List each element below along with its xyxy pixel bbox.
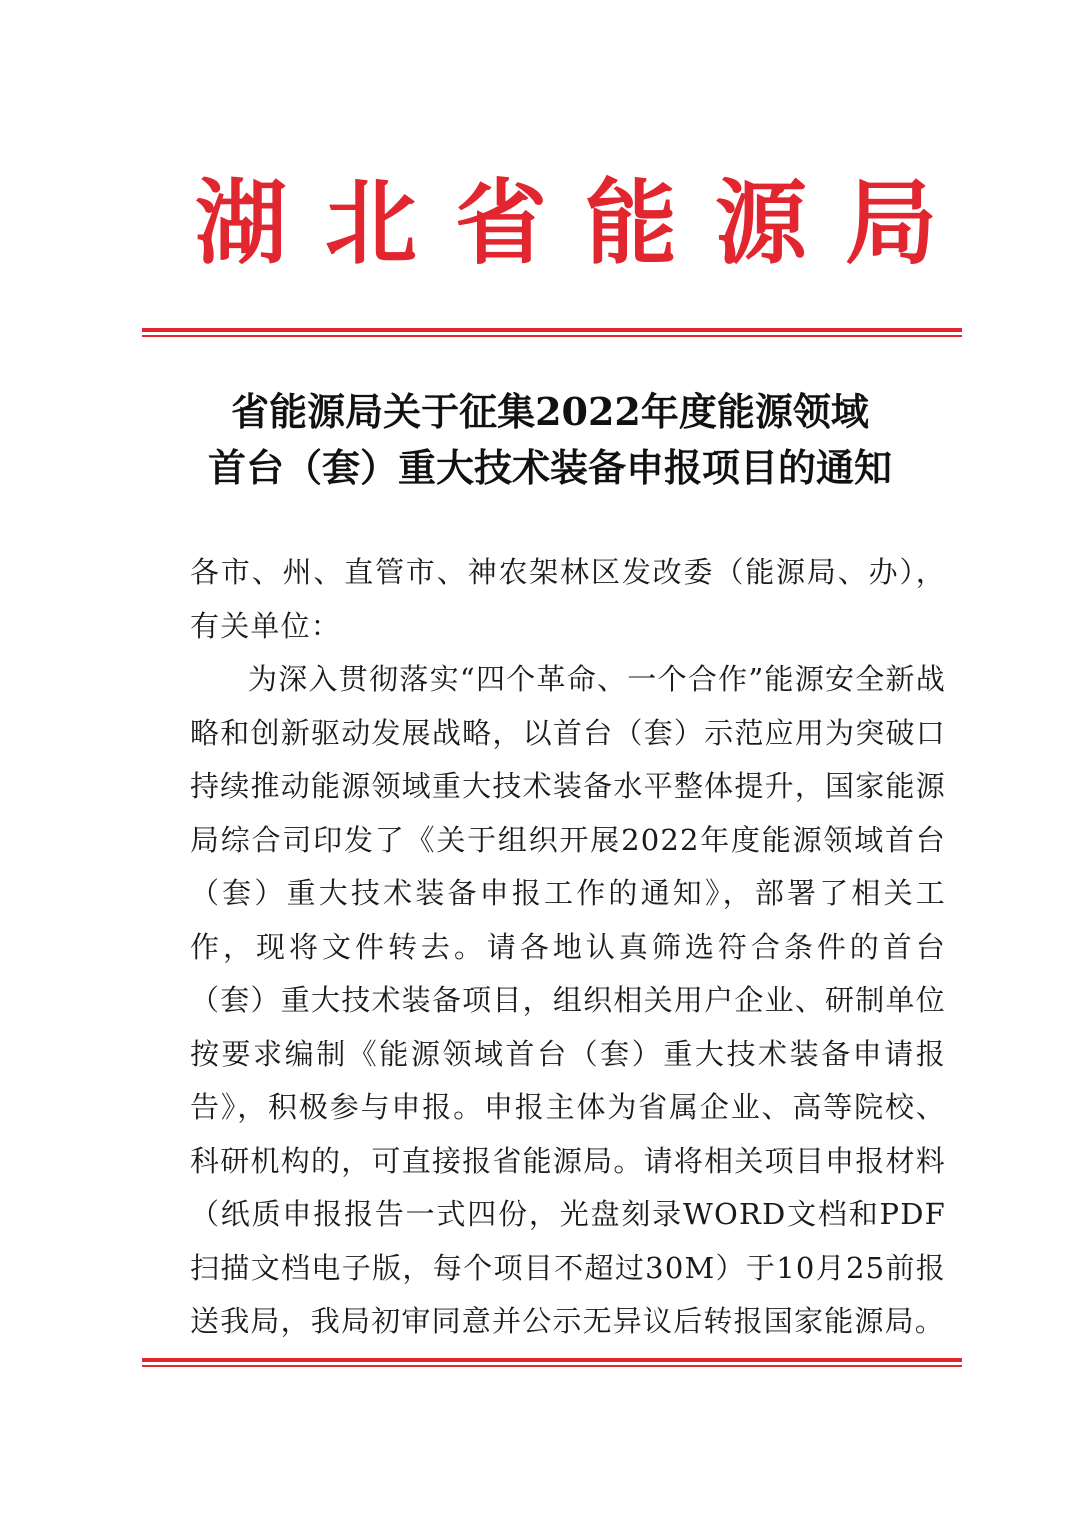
body-paragraph: 为深入贯彻落实“四个革命、一个合作”能源安全新战略和创新驱动发展战略，以首台（套）示范应用为突破口持续推动能源领域重大技术装备水平整体提升，国家能源局综合司印发了《关于组织开展2022年度能源领域首台（套）重大技术装备申报工作的通知》，部署了相关工作，现将文件转去。请各地认真筛选符合条件的首台（套）重大技术装备项目，组织相关用户企业、研制单位按要求编制《能源领域首台（套）重大技术装备申请报告》，积极参与申报。申报主体为省属企业、高等院校、科研机构的，可直接报省能源局。请将相关项目申报材料（纸质申报报告一式四份，光盘刻录WORD文档和PDF扫描文档电子版，每个项目不超过30M）于10月25前报送我局，我局初审同意并公示无异议后转报国家能源局。 bbox=[190, 662, 946, 1338]
letterhead-red-rule bbox=[142, 328, 962, 337]
document-title bbox=[140, 384, 960, 496]
document-body bbox=[190, 546, 946, 1349]
document-title-line-1: 省能源局关于征集2022年度能源领域 bbox=[231, 389, 869, 434]
salutation: 各市、州、直管市、神农架林区发改委（能源局、办），有关单位： bbox=[190, 555, 946, 643]
letterhead bbox=[0, 168, 1080, 278]
page-bottom-red-rule bbox=[142, 1358, 962, 1367]
document-title-line-2: 首台（套）重大技术装备申报项目的通知 bbox=[207, 445, 892, 490]
letterhead-org-name: 湖北省能源局 bbox=[195, 169, 976, 277]
